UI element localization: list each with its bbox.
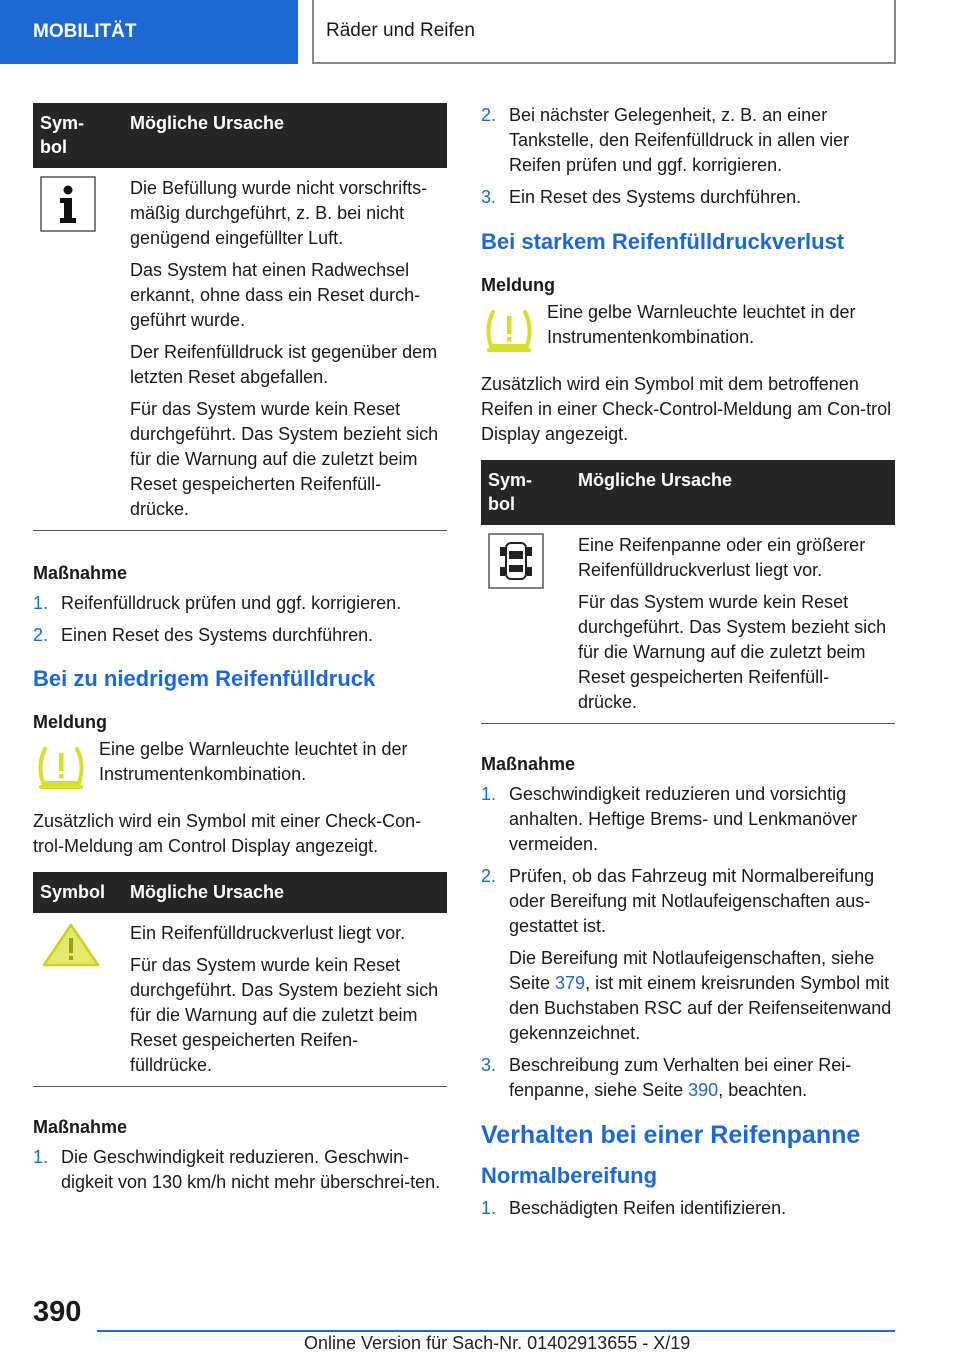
- message-text: Eine gelbe Warnleuchte leuchtet in der Instrumentenkombination.: [547, 302, 856, 347]
- info-icon: [40, 176, 96, 232]
- left-column: [33, 103, 447, 1202]
- table-row: [33, 168, 447, 531]
- list-item: 1. Geschwindigkeit reduzieren und vorsichtig anhalten. Heftige Brems- und Lenkmanöver vermeiden.: [481, 784, 858, 854]
- cause-text: Der Reifenfülldruck ist gegenüber dem letzten Reset abgefallen.: [130, 342, 438, 387]
- cause-text: Ein Reifenfülldruckverlust liegt vor.: [130, 923, 406, 943]
- cause-text: Für das System wurde kein Reset durchgeführt. Das System bezieht sich für die Warnung auf die zuletzt beim Reset gespeicherten Reifen-fülldrücke.: [130, 955, 439, 1075]
- page-link-379[interactable]: 379: [555, 973, 586, 993]
- page-number: 390: [33, 1296, 82, 1328]
- list-item: 3. Beschreibung zum Verhalten bei einer Rei-fenpanne, siehe Seite 390, beachten.: [481, 1055, 852, 1100]
- measure-list: [481, 1196, 895, 1221]
- footer-text: Online Version für Sach-Nr. 01402913655 - X/19: [304, 1333, 691, 1353]
- car-tire-icon: [488, 533, 544, 589]
- page-link-390[interactable]: 390: [688, 1080, 719, 1100]
- list-item: 2. Prüfen, ob das Fahrzeug mit Normalbereifung oder Bereifung mit Notlaufeigenschaften aus-gestattet ist. Die Bereifung mit Notlaufeigenschaften, siehe Seite 379, ist mit einem kreisrunden Symbol mit den Buchstaben RSC auf der Reifenseitenwand gekennzeichnet.: [481, 866, 892, 1043]
- tire-pressure-warning-icon: [481, 306, 537, 354]
- right-column: [481, 103, 895, 1228]
- footer-divider: [97, 1330, 895, 1332]
- warning-triangle-icon: [40, 921, 102, 971]
- cause-text: Die Befüllung wurde nicht vorschrifts-mäßig durchgeführt, z. B. bei nicht genügend eingefüllter Luft.: [130, 178, 428, 248]
- section-heading: Bei starkem Reifenfülldruckverlust: [481, 229, 845, 254]
- list-item: 1. Beschädigten Reifen identifizieren.: [481, 1198, 787, 1218]
- list-item: 1. Reifenfülldruck prüfen und ggf. korrigieren.: [33, 593, 402, 613]
- table-header-symbol: Sym- bol: [481, 460, 571, 525]
- paragraph: Zusätzlich wird ein Symbol mit einer Check-Con-trol-Meldung am Control Display angezeigt.: [33, 811, 422, 856]
- list-item: 2. Einen Reset des Systems durchführen.: [33, 625, 374, 645]
- measure-heading: Maßnahme: [33, 563, 128, 583]
- list-item: 3. Ein Reset des Systems durchführen.: [481, 187, 802, 207]
- section-heading: Verhalten bei einer Reifenpanne: [481, 1121, 861, 1149]
- section-heading: Bei zu niedrigem Reifenfülldruck: [33, 666, 376, 691]
- table-header-symbol: Sym- bol: [33, 103, 123, 168]
- cause-text: Für das System wurde kein Reset durchgeführt. Das System bezieht sich für die Warnung auf die zuletzt beim Reset gespeicherten Reifenfüll-drücke.: [578, 592, 887, 712]
- cause-table-1: [33, 103, 447, 531]
- cause-table-3: [481, 460, 895, 724]
- subsection-heading: Normalbereifung: [481, 1163, 658, 1188]
- chapter-label: Räder und Reifen: [326, 20, 475, 41]
- table-header-cause: Mögliche Ursache: [123, 872, 447, 913]
- cause-text: Das System hat einen Radwechsel erkannt, ohne dass ein Reset durch-geführt wurde.: [130, 260, 421, 330]
- cause-table-2: [33, 872, 447, 1087]
- cause-text: Für das System wurde kein Reset durchgeführt. Das System bezieht sich für die Warnung auf die zuletzt beim Reset gespeicherten Reifenfüll-drücke.: [130, 399, 439, 519]
- measure-heading: Maßnahme: [481, 754, 576, 774]
- measure-list-continued: [481, 103, 895, 210]
- measure-heading: Maßnahme: [33, 1117, 128, 1137]
- chapter-tab: [312, 0, 896, 64]
- section-tab: [0, 0, 298, 64]
- table-row: [481, 525, 895, 724]
- measure-list: [481, 782, 895, 1103]
- table-header-symbol: Symbol: [33, 872, 123, 913]
- message-row: [33, 737, 447, 797]
- message-heading: Meldung: [33, 712, 107, 732]
- table-header-cause: Mögliche Ursache: [123, 103, 447, 168]
- message-text: Eine gelbe Warnleuchte leuchtet in der Instrumentenkombination.: [99, 739, 408, 784]
- message-row: [481, 300, 895, 360]
- measure-list: [33, 591, 447, 648]
- table-header-cause: Mögliche Ursache: [571, 460, 895, 525]
- list-item: 2. Bei nächster Gelegenheit, z. B. an einer Tankstelle, den Reifenfülldruck in allen vier Reifen prüfen und ggf. korrigieren.: [481, 105, 850, 175]
- cause-text: Eine Reifenpanne oder ein größerer Reifenfülldruckverlust liegt vor.: [578, 535, 866, 580]
- message-heading: Meldung: [481, 275, 555, 295]
- paragraph: Zusätzlich wird ein Symbol mit dem betroffenen Reifen in einer Check-Control-Meldung am Con-trol Display angezeigt.: [481, 374, 892, 444]
- table-row: [33, 913, 447, 1087]
- tire-pressure-warning-icon: [33, 743, 89, 791]
- list-item: 1. Die Geschwindigkeit reduzieren. Geschwin-digkeit von 130 km/h nicht mehr überschrei-ten.: [33, 1147, 441, 1192]
- section-label: MOBILITÄT: [33, 21, 137, 42]
- measure-list: [33, 1145, 447, 1195]
